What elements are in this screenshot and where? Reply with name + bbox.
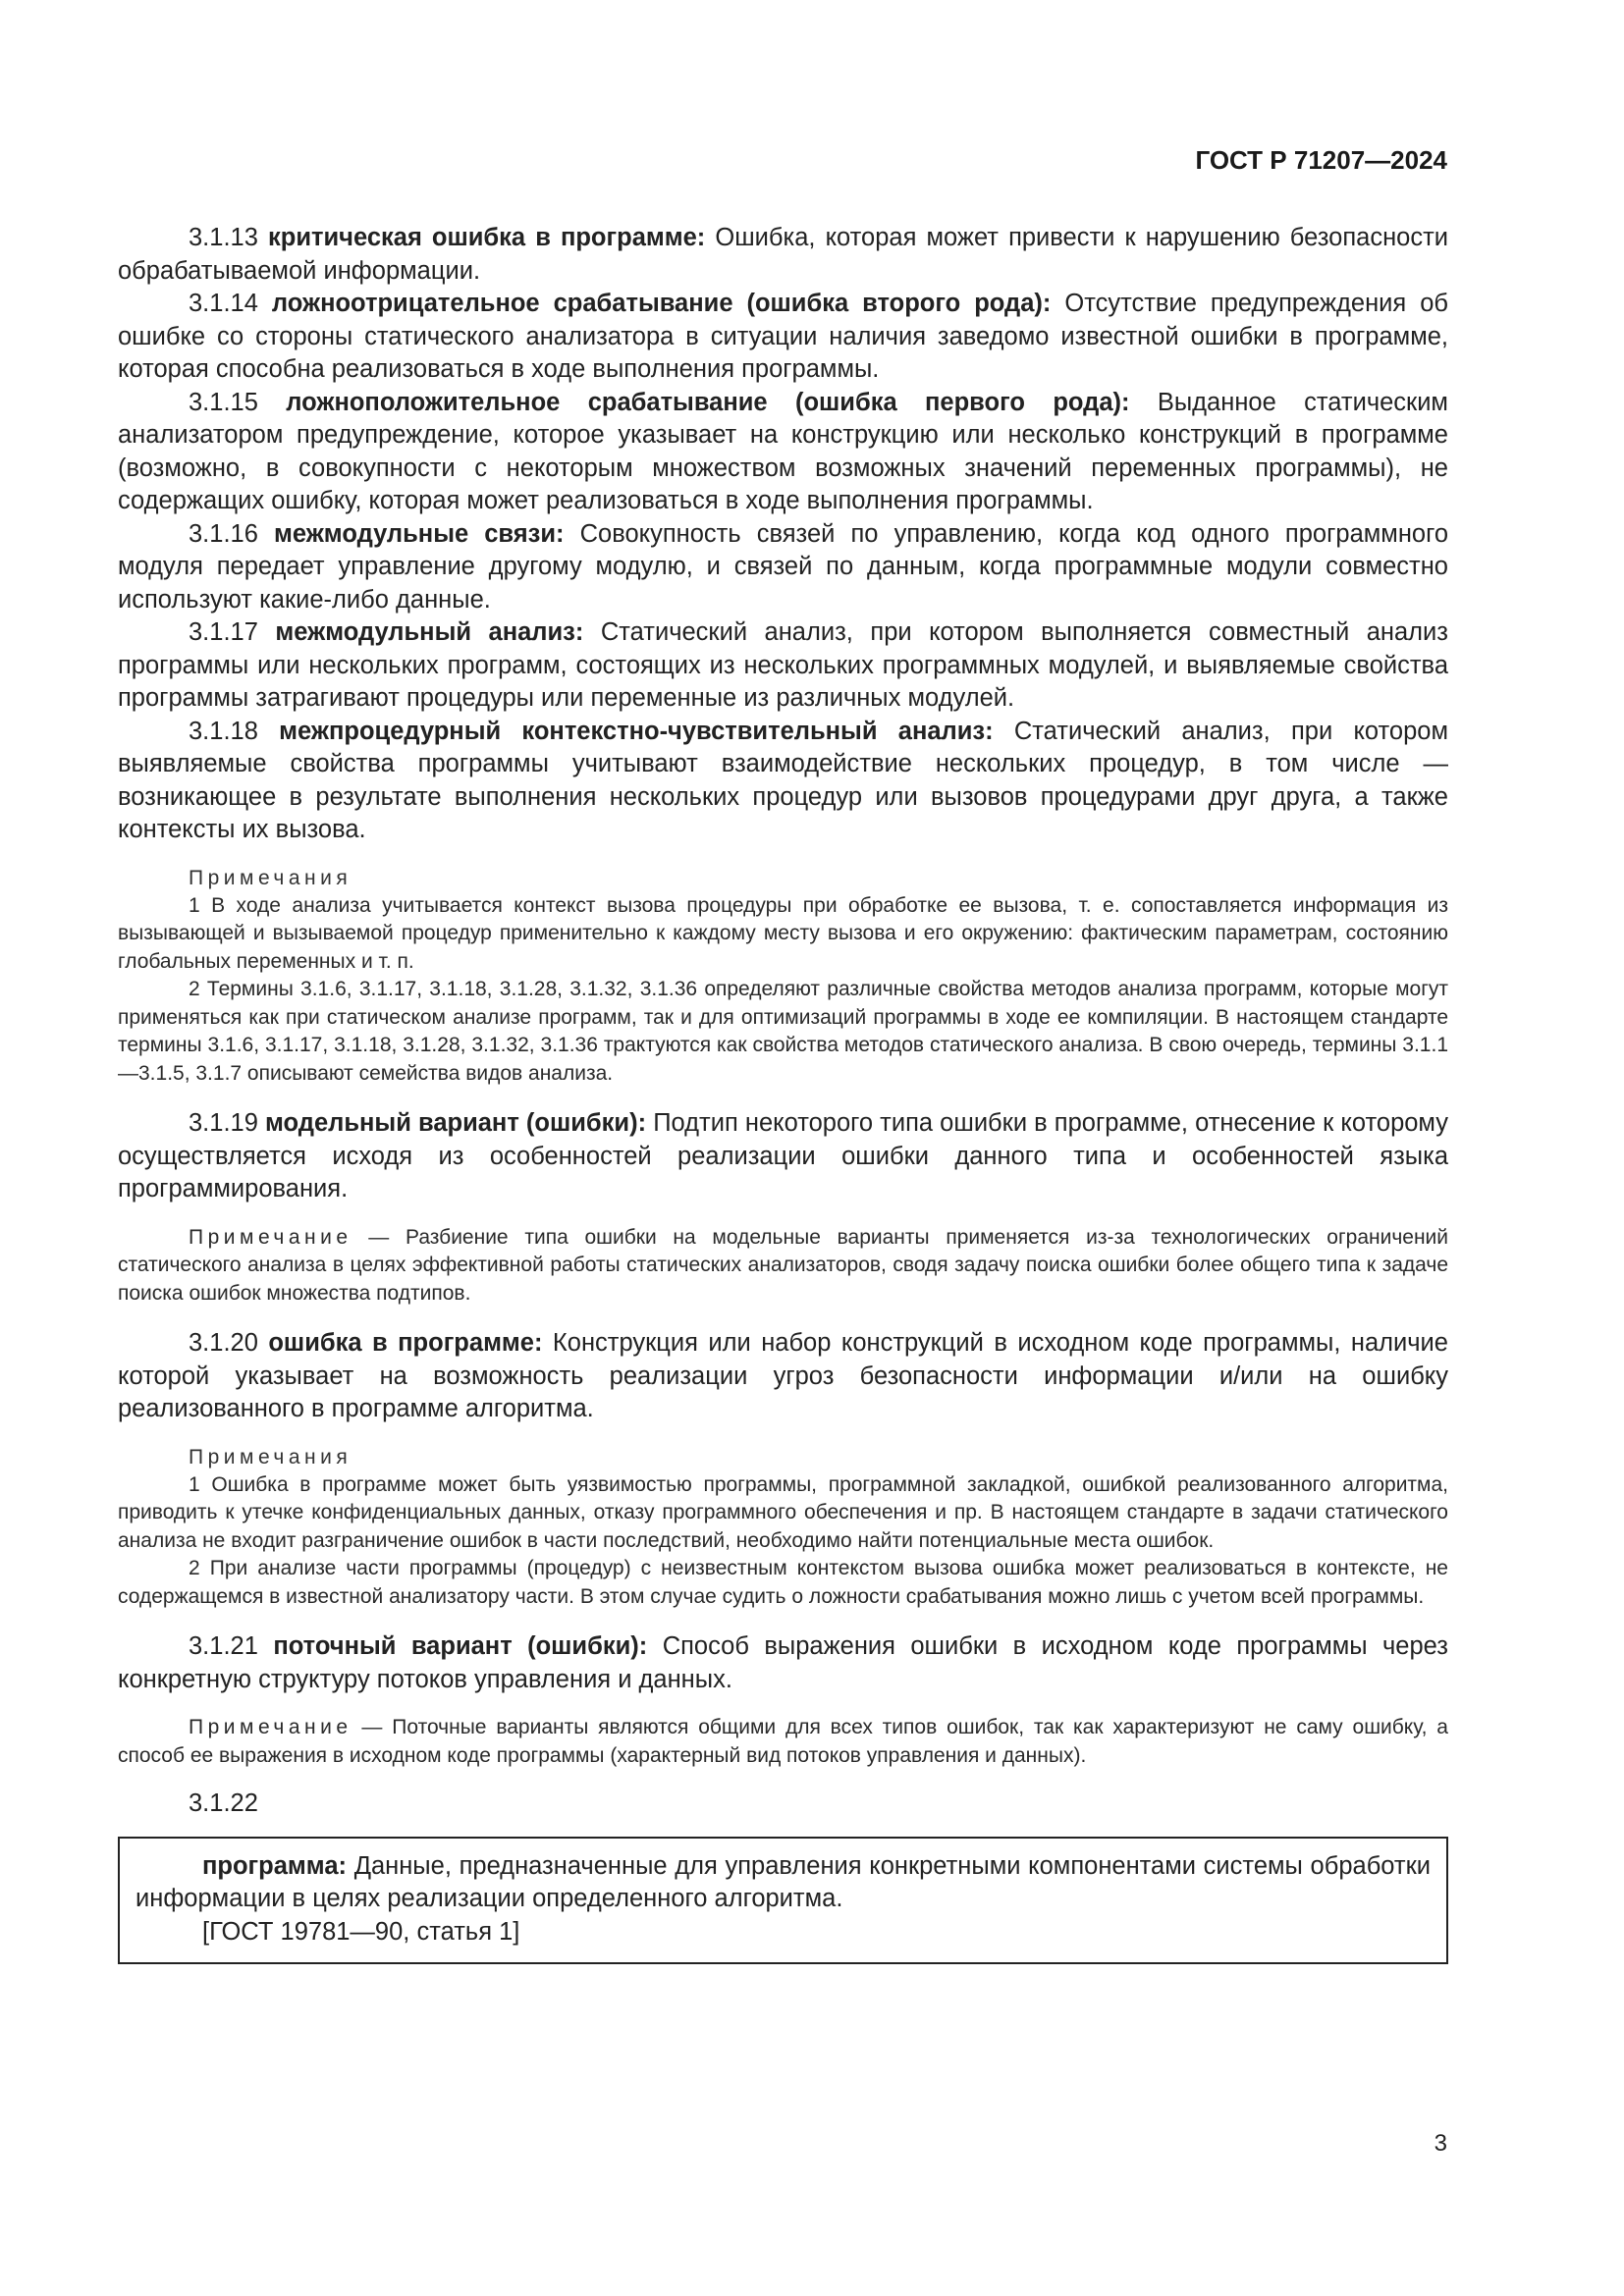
- page-number: 3: [1434, 2130, 1447, 2157]
- term-3-1-14: 3.1.14 ложноотрицательное срабатывание (ошибка второго рода): Отсутствие предупреждения об ошибке со стороны статического анализатора в ситуации наличия заведомо известной ошибки в программе, которая способна реализоваться в ходе выполнения программы.: [118, 290, 1448, 383]
- term-3-1-17: 3.1.17 межмодульный анализ: Статический анализ, при котором выполняется совместный анализ программы или нескольких программ, состоящих из нескольких программных модулей, и выявляемые свойства программы затрагивают процедуры или переменные из различных модулей.: [118, 618, 1448, 712]
- term-3-1-16: 3.1.16 межмодульные связи: Совокупность связей по управлению, когда код одного программного модуля передает управление другому модулю, и связей по данным, когда программные модули совместно используют какие-либо данные.: [118, 519, 1448, 614]
- page-content: [118, 222, 1448, 1964]
- note-item: 1 В ходе анализа учитывается контекст вызова процедуры при обработке ее вызова, т. е. сопоставляется информация из вызывающей и вызываемой процедур применительно к каждому месту вызова и его окружению: фактическим параметрам, состоянию глобальных переменных и т. п.: [118, 893, 1448, 973]
- note-item: 2 Термины 3.1.6, 3.1.17, 3.1.18, 3.1.28, 3.1.32, 3.1.36 определяют различные свойства методов анализа программ, которые могут применяться как при статическом анализе программ, так и для оптимизаций программы в ходе ее компиляции. В настоящем стандарте термины 3.1.6, 3.1.17, 3.1.18, 3.1.28, 3.1.32, 3.1.36 трактуются как свойства методов статического анализа. В свою очередь, термины 3.1.1—3.1.5, 3.1.7 описывают семейства видов анализа.: [118, 978, 1448, 1085]
- note-3-1-19: Примечание — Разбиение типа ошибки на модельные варианты применяется из-за технологических ограничений статического анализа в целях эффективной работы статических анализаторов, сводя задачу поиска ошибки более общего типа к задаче поиска ошибок множества подтипов.: [118, 1225, 1448, 1305]
- term-3-1-19: 3.1.19 модельный вариант (ошибки): Подтип некоторого типа ошибки в программе, отнесение к которому осуществляется исходя из особенностей реализации ошибки данного типа и особенностей языка программирования.: [118, 1109, 1448, 1202]
- term-3-1-22-number: 3.1.22: [189, 1789, 258, 1817]
- notes-heading: Примечания: [189, 1445, 352, 1468]
- note-item: 1 Ошибка в программе может быть уязвимостью программы, программной закладкой, ошибкой реализованного алгоритма, приводить к утечке конфиденциальных данных, отказу программного обеспечения и пр. В настоящем стандарте в задачи статического анализа не входит разграничение ошибок в части последствий, необходимо найти потенциальные места ошибок.: [118, 1472, 1448, 1552]
- term-3-1-15: 3.1.15 ложноположительное срабатывание (ошибка первого рода): Выданное статическим анализатором предупреждение, которое указывает на конструкцию или несколько конструкций в программе (возможно, в совокупности с некоторым множеством возможных значений переменных программы), не содержащих ошибку, которая может реализоваться в ходе выполнения программы.: [118, 388, 1448, 514]
- note-item: 2 При анализе части программы (процедур) с неизвестным контекстом вызова ошибка может реализоваться в контексте, не содержащемся в известной анализатору части. В этом случае судить о ложности срабатывания можно лишь с учетом всей программы.: [118, 1557, 1448, 1608]
- document-id: ГОСТ Р 71207—2024: [1195, 145, 1447, 175]
- notes-heading: Примечания: [189, 866, 352, 889]
- term-3-1-22-definition: программа: Данные, предназначенные для управления конкретными компонентами системы обработки информации в целях реализации определенного алгоритма.: [135, 1851, 1431, 1912]
- term-3-1-20: 3.1.20 ошибка в программе: Конструкция или набор конструкций в исходном коде программы, наличие которой указывает на возможность реализации угроз безопасности информации и/или на ошибку реализованного в программе алгоритма.: [118, 1329, 1448, 1422]
- term-3-1-21: 3.1.21 поточный вариант (ошибки): Способ выражения ошибки в исходном коде программы через конкретную структуру потоков управления и данных.: [118, 1632, 1448, 1693]
- term-3-1-13: 3.1.13 критическая ошибка в программе: Ошибка, которая может привести к нарушению безопасности обрабатываемой информации.: [118, 224, 1449, 285]
- note-3-1-21: Примечание — Поточные варианты являются общими для всех типов ошибок, так как характеризуют не саму ошибку, а способ ее выражения в исходном коде программы (характерный вид потоков управления и данных).: [118, 1716, 1448, 1767]
- term-3-1-18: 3.1.18 межпроцедурный контекстно-чувствительный анализ: Статический анализ, при котором выявляемые свойства программы учитывают взаимодействие нескольких процедур, в том числе — возникающее в результате выполнения нескольких процедур или вызовов процедурами друг друга, а также контексты их вызова.: [118, 717, 1448, 843]
- term-source-reference: [ГОСТ 19781—90, статья 1]: [202, 1917, 520, 1946]
- quoted-term-box: [118, 1837, 1448, 1965]
